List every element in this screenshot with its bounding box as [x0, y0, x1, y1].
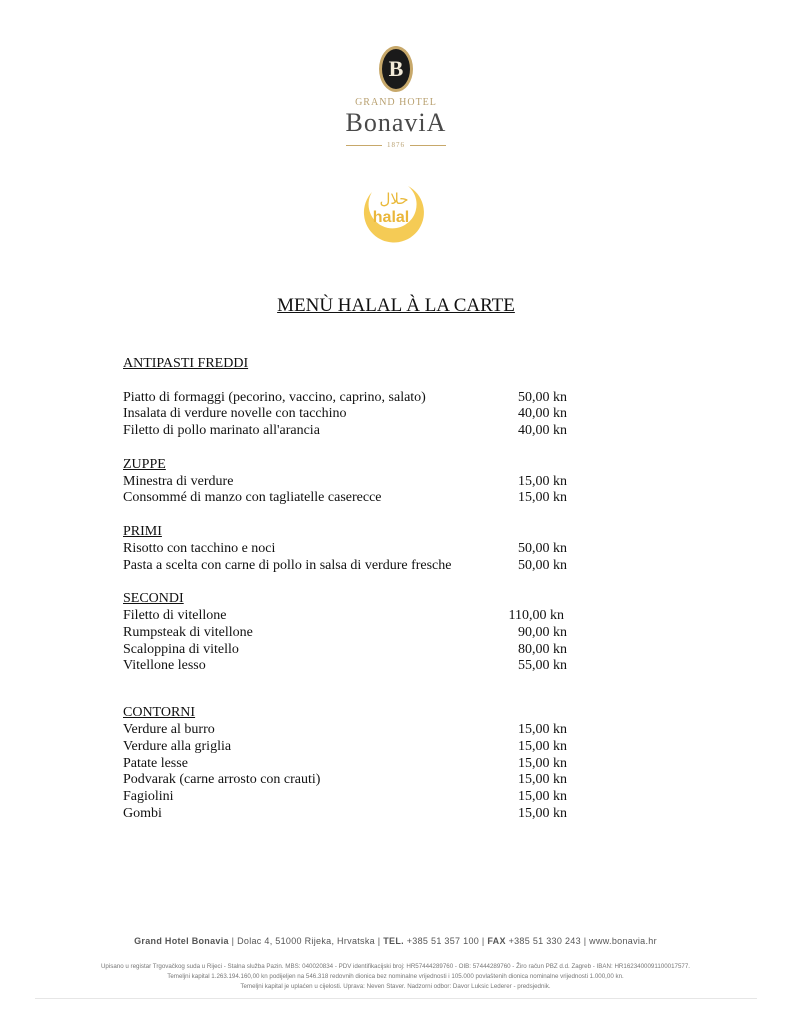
item-price: 15,00 kn	[518, 473, 567, 489]
item-price: 50,00 kn	[518, 389, 567, 405]
item-name: Patate lesse	[123, 755, 188, 771]
menu-item	[123, 474, 583, 491]
item-name: Podvarak (carne arrosto con crauti)	[123, 772, 321, 788]
item-price: 15,00 kn	[518, 805, 567, 821]
page-title: MENÙ HALAL À LA CARTE	[277, 295, 515, 316]
item-name: Scaloppina di vitello	[123, 641, 239, 657]
halal-latin-text: halal	[372, 209, 410, 226]
menu-section-secondi	[123, 591, 583, 675]
menu-item	[123, 625, 583, 642]
footer-website-link[interactable]: www.bonavia.hr	[589, 936, 657, 946]
menu-item	[123, 541, 583, 558]
item-name: Rumpsteak di vitellone	[123, 624, 253, 640]
item-name: Pasta a scelta con carne di pollo in salsa di verdure fresche	[123, 557, 452, 573]
item-name: Filetto di pollo marinato all'arancia	[123, 423, 320, 439]
item-price: 40,00 kn	[518, 423, 567, 439]
item-price: 15,00 kn	[518, 755, 567, 771]
menu-item	[123, 490, 583, 507]
menu-section-zuppe	[123, 457, 583, 507]
item-price: 15,00 kn	[518, 772, 567, 788]
logo-subtitle: GRAND HOTEL	[355, 97, 437, 108]
item-price: 15,00 kn	[518, 738, 567, 754]
menu-item	[123, 806, 583, 823]
item-price: 90,00 kn	[518, 624, 567, 640]
hotel-monogram-logo	[379, 46, 413, 92]
item-name: Vitellone lesso	[123, 658, 206, 674]
section-title: CONTORNI	[123, 705, 196, 721]
item-price: 50,00 kn	[518, 540, 567, 556]
footer-legal-line-2: Temeljni kapital 1.263.194.160,00 kn podijeljen na 546.318 redovnih dionica bez nominalne vrijednosti i 105.000 povlaštenih dionica nominalne vrijednosti 1.000,00 kn.	[167, 973, 624, 980]
menu-item	[123, 772, 583, 789]
item-price: 40,00 kn	[518, 406, 567, 422]
item-name: Risotto con tacchino e noci	[123, 540, 276, 556]
item-name: Filetto di vitellone	[123, 607, 227, 623]
item-name: Piatto di formaggi (pecorino, vaccino, caprino, salato)	[123, 389, 426, 405]
menu-item	[123, 722, 583, 739]
section-title: PRIMI	[123, 523, 162, 539]
item-name: Verdure al burro	[123, 721, 215, 737]
halal-arabic-text: حلال	[379, 190, 409, 208]
monogram-letter: B	[388, 56, 404, 81]
footer-legal-line-3: Temeljni kapital je uplaćen u cijelosti. Uprava: Neven Staver. Nadzorni odbor: Davor Luksic Lederer - predsjednik.	[240, 983, 551, 990]
item-name: Minestra di verdure	[123, 473, 234, 489]
item-price: 15,00 kn	[518, 490, 567, 506]
footer-fax: +385 51 330 243	[508, 936, 581, 946]
item-price: 55,00 kn	[518, 658, 567, 674]
menu-item	[123, 558, 583, 575]
menu-item	[123, 756, 583, 773]
menu-item	[123, 642, 583, 659]
section-title: SECONDI	[123, 591, 184, 607]
menu-item	[123, 739, 583, 756]
menu-section-antipasti	[123, 356, 583, 440]
logo-divider	[346, 145, 382, 146]
footer-separator: |	[377, 936, 384, 946]
footer-separator: |	[583, 936, 590, 946]
footer-address: Dolac 4, 51000 Rijeka, Hrvatska	[237, 936, 375, 946]
footer-divider	[35, 998, 757, 999]
item-price: 80,00 kn	[518, 641, 567, 657]
section-title: ZUPPE	[123, 456, 166, 472]
footer-hotel-name: Grand Hotel Bonavia	[134, 936, 229, 946]
footer-separator: |	[481, 936, 488, 946]
item-name: Fagiolini	[123, 789, 174, 805]
menu-item	[123, 406, 583, 423]
section-title: ANTIPASTI FREDDI	[123, 356, 249, 371]
logo-divider	[410, 145, 446, 146]
menu-content	[123, 356, 583, 823]
item-name: Insalata di verdure novelle con tacchino	[123, 406, 347, 422]
item-price: 110,00 kn	[508, 607, 564, 623]
footer-fax-label: FAX	[487, 936, 506, 946]
item-price: 15,00 kn	[518, 789, 567, 805]
menu-item	[123, 658, 583, 675]
menu-item	[123, 390, 583, 407]
logo-year-line	[346, 140, 446, 150]
footer-tel-label: TEL.	[383, 936, 404, 946]
item-price: 15,00 kn	[518, 721, 567, 737]
menu-item	[123, 423, 583, 440]
logo-hotel-name: BonaviA	[345, 108, 447, 137]
logo-year: 1876	[387, 141, 405, 149]
footer-contact-line	[0, 936, 791, 946]
footer-tel: +385 51 357 100	[406, 936, 480, 946]
item-name: Gombi	[123, 805, 162, 821]
item-name: Verdure alla griglia	[123, 738, 232, 754]
menu-section-contorni	[123, 705, 583, 823]
menu-item	[123, 789, 583, 806]
footer-separator: |	[231, 936, 238, 946]
menu-section-primi	[123, 524, 583, 574]
menu-item	[123, 608, 583, 625]
item-price: 50,00 kn	[518, 557, 567, 573]
halal-badge-icon	[358, 178, 428, 246]
footer-legal-line-1: Upisano u registar Trgovačkog suda u Rijeci - Stalna služba Pazin. MBS: 040020834 - PDV identifikacijski broj: HR57444289760 - OIB: 57444289760 - Žiro račun PBZ d.d. Zagreb - IBAN: HR1623400091100017577.	[100, 963, 691, 970]
item-name: Consommé di manzo con tagliatelle caserecce	[123, 490, 382, 506]
